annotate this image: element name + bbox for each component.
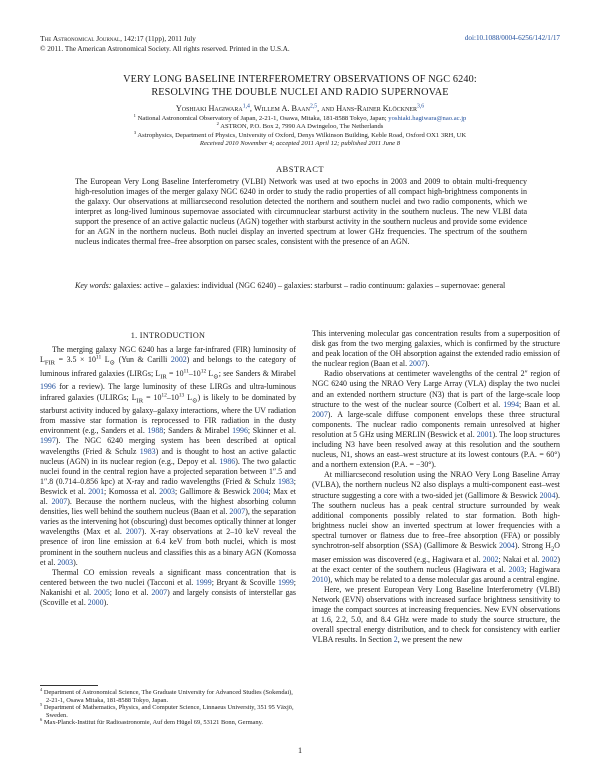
citation-link[interactable]: 2005: [94, 587, 110, 597]
footnote-rule: [40, 685, 98, 686]
intro-paragraph-4: At milliarcsecond resolution using the NRAO Very Long Baseline Array (VLBA), the northern nucleus N2 also displays a multi-component east–west structure suggesting a core with a two-sided jet (Gallimore & Beswick 2004). The southern nucleus has a peak central structure surrounded by weak additional components possibly related to star formation. Both high-brightness nuclei show an inverted spectrum at lower frequencies with a spectral turnover or flatness due to free–free absorption (FFA) or possibly synchrotron-self absorption (SSA) (Gallimore & Beswick 2004). Strong $H_2O$ maser emission was discovered (e.g., Hagiwara et al. 2002; Nakai et al. 2002) at the exact center of the southern nucleus (Hagiwara et al. 2003; Hagiwara 2010), which may be related to a dense molecular gas around a central engine.: [312, 470, 560, 584]
intro-paragraph-5: Here, we present European Very Long Baseline Interferometry (VLBI) Network (EVN) observations with increased surface brightness sensitivity to image the compact sources at increasing frequencies. New EVN observations at 1.6, 2.2, 5.0, and 8.4 GHz were made to study the source structure, the overall spectral energy distribution, and to check for consistency with earlier VLBA results. In Section 2, we present the new: [312, 584, 560, 645]
citation-link[interactable]: 2004: [499, 540, 515, 550]
citation-link[interactable]: 2002: [482, 554, 499, 564]
intro-paragraph-3: Radio observations at centimeter wavelengths of the central 2″ region of NGC 6240 using the NRAO Very Large Array (VLA) display the two nuclei and an extended northern structure (N3) that is part of the large-scale loop structure to the west of the nuclear source (Colbert et al. 1994; Baan et al. 2007). A large-scale diffuse component envelops these three structural components. The nuclear radio components remain unresolved at higher resolution at 5 GHz using MERLIN (Beswick et al. 2001). The loop structures including N3 have been resolved away at this resolution and the southern nucleus, N1, shows an east–west structure at its lowest contours (P.A. = 60°) and a northern extension (P.A. = −30°).: [312, 369, 560, 470]
author-1: Yoshiaki Hagiwara: [175, 104, 243, 113]
author-email-link[interactable]: yoshiaki.hagiwara@nao.ac.jp: [388, 115, 467, 122]
citation-link[interactable]: 1983: [278, 476, 294, 486]
copyright: © 2011. The American Astronomical Society. All rights reserved. Printed in the U.S.A.: [40, 45, 290, 53]
section-heading: 1. INTRODUCTION: [130, 331, 206, 340]
section-link[interactable]: 2: [393, 635, 398, 645]
footnote-4: $^4$ Department of Astronomical Science, The Graduate University for Advanced Studies (Sokendai), 2-21-1, Osawa Mitaka, 181-8588 Tokyo, Japan.: [40, 686, 293, 704]
left-column: [40, 345, 296, 608]
affiliation-3: $^3$ Astrophysics, Department of Physics, University of Oxford, Denys Wilkinson Building, Keble Road, Oxford OX1 3RH, UK: [133, 129, 467, 139]
intro-paragraph-2-cont: This intervening molecular gas concentration results from a superposition of disk gas from the two merging galaxies, which is confirmed by the structure and peak location of the OH absorption against the extended radio emission of the nuclear region (Baan et al. 2007).: [312, 329, 560, 369]
intro-paragraph-2: Thermal CO emission reveals a significant mass concentration that is centered between the two nuclei (Tacconi et al. 1999; Bryant & Scoville 1999; Nakanishi et al. 2005; Iono et al. 2007) and largely consists of interstellar gas (Scoville et al. 2000).: [40, 567, 296, 607]
citation-link[interactable]: 1997: [40, 436, 56, 446]
citation-link[interactable]: 2001: [88, 486, 105, 496]
citation-link[interactable]: 2007: [51, 497, 68, 507]
running-header: [40, 34, 290, 54]
citation-link[interactable]: 2003: [159, 486, 175, 496]
right-column: [312, 329, 560, 645]
citation-link[interactable]: 2010: [312, 574, 328, 584]
author-list: Yoshiaki Hagiwara$^{1,4}$, Willem A. Baan$^{2,5}$, and Hans-Rainer Klöckner$^{3,6}$: [175, 103, 425, 113]
citation-link[interactable]: 1999: [195, 577, 212, 587]
citation-link[interactable]: 2002: [170, 355, 187, 365]
citation-link[interactable]: 1999: [278, 577, 294, 587]
citation-link[interactable]: 1983: [139, 446, 156, 456]
page-number: 1: [297, 746, 303, 755]
doi-link[interactable]: doi:10.1088/0004-6256/142/1/17: [464, 34, 560, 42]
keywords: Key words: galaxies: active – galaxies: individual (NGC 6240) – galaxies: starburst – radio continuum: galaxies – supernovae: general: [75, 281, 506, 290]
citation-link[interactable]: 1996: [232, 426, 248, 436]
title-line-1: VERY LONG BASELINE INTERFEROMETRY OBSERVATIONS OF NGC 6240:: [123, 74, 477, 85]
abstract-heading: ABSTRACT: [275, 164, 325, 174]
author-3: Hans-Rainer Klöckner: [336, 104, 417, 113]
citation-link[interactable]: 2007: [409, 359, 425, 369]
citation-link[interactable]: 2003: [57, 557, 74, 567]
citation-link[interactable]: 2007: [125, 527, 142, 537]
author-3-affil[interactable]: 3,6: [417, 103, 425, 110]
footnote-5: $^5$ Department of Mathematics, Physics, and Computer Science, Linnaeus University, 351 95 Växjö, Sweden.: [40, 702, 294, 719]
author-2-affil[interactable]: 2,5: [309, 103, 318, 110]
citation-link[interactable]: 2002: [541, 554, 558, 564]
citation-link[interactable]: 2007: [229, 507, 246, 517]
journal-name: The Astronomical Journal: [40, 34, 121, 43]
received-dates: Received 2010 November 4; accepted 2011 April 12; published 2011 June 8: [199, 140, 401, 148]
citation-link[interactable]: 2000: [87, 597, 104, 607]
title-line-2: RESOLVING THE DOUBLE NUCLEI AND RADIO SUPERNOVAE: [151, 86, 449, 98]
affiliation-1: $^1$ National Astronomical Observatory of Japan, 2-21-1, Osawa, Mitaka, 181-8588 Tokyo, Japan; yoshiaki.hagiwara@nao.ac.jp: [133, 112, 467, 122]
citation-link[interactable]: 2004: [252, 486, 269, 496]
citation-link[interactable]: 1996: [40, 382, 56, 392]
author-2: Willem A. Baan: [253, 104, 310, 113]
affiliation-2: $^2$ ASTRON, P.O. Box 2, 7990 AA Dwingeloo, The Netherlands: [216, 121, 384, 131]
footnote-6: $^6$ Max-Planck-Institut für Radioastronomie, Auf dem Hügel 69, 53121 Bonn, Germany.: [40, 717, 263, 727]
paper-title: [40, 74, 560, 99]
citation-link[interactable]: 1986: [219, 456, 236, 466]
citation-link[interactable]: 2007: [151, 587, 168, 597]
intro-paragraph-1: The merging galaxy NGC 6240 has a large far-infrared (FIR) luminosity of $L_{FIR} = 3.5 \times 10^{11}$ $L_⊙$ (Yun & Carilli 2002) and belongs to the category of luminous infrared galaxies (LIRGs; $L_{IR} = 10^{11}-10^{12}$ $L_⊙$; see Sanders & Mirabel 1996 for a review). The large luminosity of these LIRGs and ultra-luminous infrared galaxies (ULIRGs; $L_{IR} = 10^{12}-10^{13}$ $L_⊙$) is likely to be dominated by starburst activity induced by galaxy–galaxy interactions, where the UV radiation from massive star formation is reprocessed to FIR radiation in the dusty environment (e.g., Sanders et al. 1988; Sanders & Mirabel 1996; Skinner et al. 1997). The NGC 6240 merging system has been described at optical wavelengths (Fried & Schulz 1983) and is thought to host an active galactic nucleus (AGN) in its nuclear region (e.g., Depoy et al. 1986). The two galactic nuclei found in the central region have a projected separation between 1″.5 and 1″.8 (0.714–0.856 kpc) at X-ray and radio wavelengths (Fried & Schulz 1983; Beswick et al. 2001; Komossa et al. 2003; Gallimore & Beswick 2004; Max et al. 2007). Because the northern nucleus, with the highest absorbing column densities, lies well behind the southern nucleus (Baan et al. 2007), the separation varies as the intervening hot (obscuring) dust becomes optically thinner at longer wavelengths (Max et al. 2007). X-ray observations at 2–10 keV reveal the presence of iron line emission at 6.4 keV from both nuclei, which is most prominent in the southern nucleus and classifies this as a binary AGN (Komossa et al. 2003).: [40, 345, 297, 567]
citation-link[interactable]: 1994: [503, 399, 520, 409]
citation-link[interactable]: 2004: [539, 490, 556, 500]
footnotes: [40, 686, 296, 727]
citation-link[interactable]: 2007: [312, 409, 328, 419]
abstract-text: The European Very Long Baseline Interferometry (VLBI) Network was used at two epochs in 2003 and 2009 to obtain multi-frequency high-resolution images of the merger galaxy NGC 6240 in order to study the radio properties of all compact high-brightness components in the galaxy. Our observations at milliarcsecond resolution detected the northern and southern nuclei and two radio components, which we interpret as long-lived luminous supernovae associated with circumnuclear starburst activity in the southern nucleus. The new VLBI data support the presence of an active galactic nucleus (AGN) together with starburst activity in the southern nucleus and provide some evidence for an AGN in the northern nucleus. Both nuclei display an inverted spectrum at lower GHz frequencies. The spectrum of the southern nucleus indicates thermal free–free absorption on parsec scales, consistent with the presence of an AGN.: [75, 177, 527, 246]
author-1-affil[interactable]: 1,4: [242, 103, 250, 110]
journal-citation: The Astronomical Journal, 142:17 (11pp), 2011 July: [40, 34, 196, 43]
affiliations: [40, 112, 560, 149]
citation-link[interactable]: 2001: [476, 429, 493, 439]
keywords-label: Key words:: [75, 281, 112, 290]
citation-link[interactable]: 1988: [147, 426, 164, 436]
citation-link[interactable]: 2003: [508, 564, 525, 574]
